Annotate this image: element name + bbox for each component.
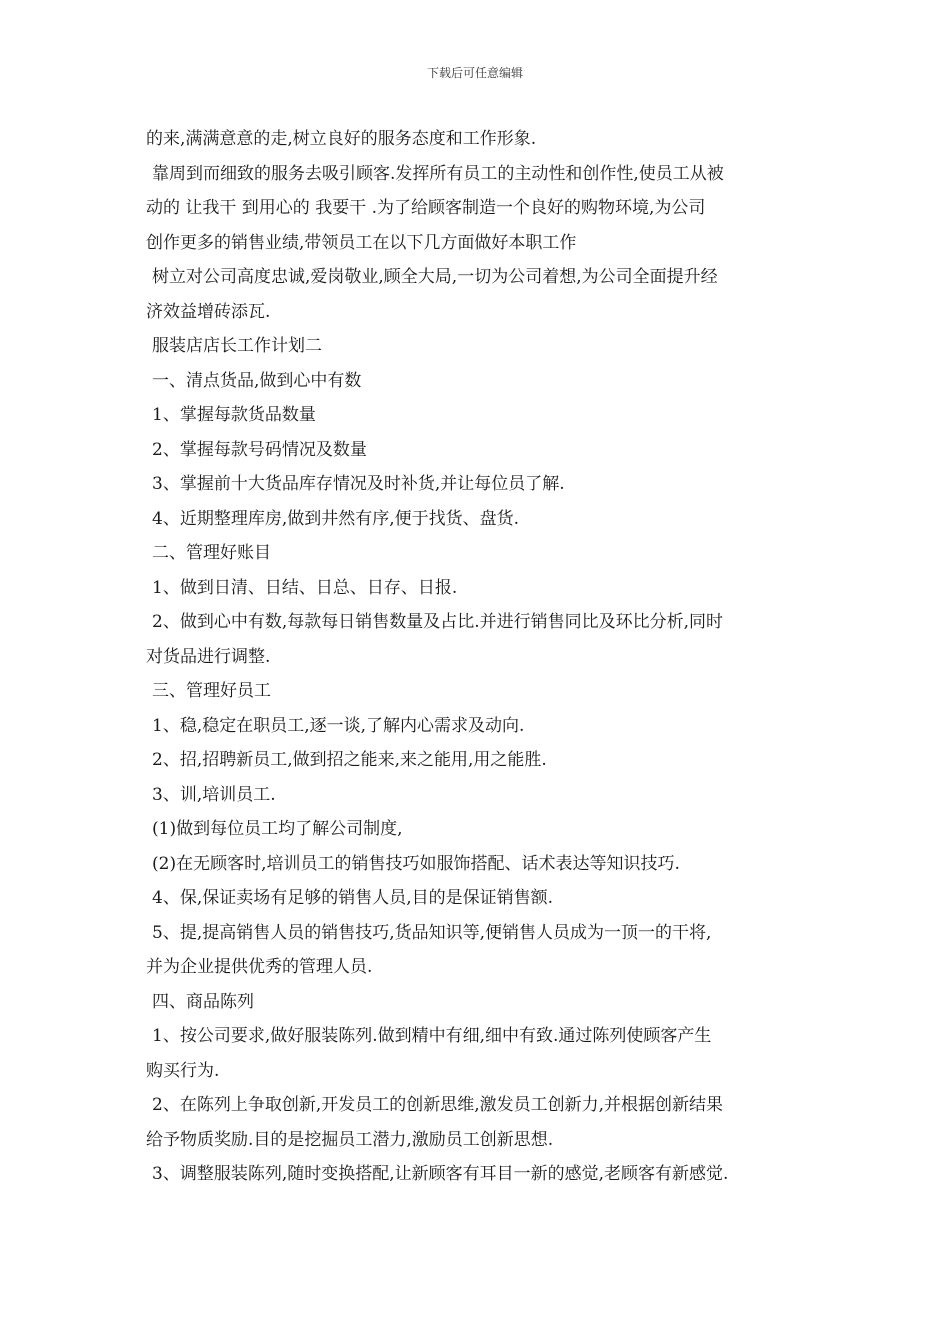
document-body bbox=[146, 122, 810, 1192]
text-line: 济效益增砖添瓦. bbox=[146, 301, 271, 322]
text-line: (2)在无顾客时,培训员工的销售技巧如服饰搭配、话术表达等知识技巧. bbox=[152, 853, 680, 874]
text-line: 的来,满满意意的走,树立良好的服务态度和工作形象. bbox=[146, 129, 537, 149]
text-line: 对货品进行调整. bbox=[146, 646, 271, 667]
text-line: 3、掌握前十大货品库存情况及时补货,并让每位员了解. bbox=[152, 474, 565, 494]
text-line: 4、保,保证卖场有足够的销售人员,目的是保证销售额. bbox=[152, 888, 554, 908]
text-line: 服装店店长工作计划二 bbox=[152, 336, 322, 356]
text-line: 4、近期整理库房,做到井然有序,便于找货、盘货. bbox=[152, 508, 520, 529]
text-line: 并为企业提供优秀的管理人员. bbox=[146, 957, 373, 977]
text-line: 一、清点货品,做到心中有数 bbox=[152, 370, 362, 391]
text-line: 1、按公司要求,做好服装陈列.做到精中有细,细中有致.通过陈列使顾客产生 bbox=[152, 1026, 712, 1046]
text-line: 树立对公司高度忠诚,爱岗敬业,顾全大局,一切为公司着想,为公司全面提升经 bbox=[152, 267, 718, 287]
text-line: 创作更多的销售业绩,带领员工在以下几方面做好本职工作 bbox=[146, 232, 577, 253]
text-line: 2、在陈列上争取创新,开发员工的创新思维,激发员工创新力,并根据创新结果 bbox=[152, 1095, 724, 1115]
text-line: 四、商品陈列 bbox=[152, 991, 254, 1012]
text-line: 购买行为. bbox=[146, 1060, 220, 1081]
text-line: 1、掌握每款货品数量 bbox=[152, 405, 316, 425]
text-line: 2、掌握每款号码情况及数量 bbox=[152, 439, 367, 460]
text-line: (1)做到每位员工均了解公司制度, bbox=[152, 819, 403, 839]
text-line: 1、做到日清、日结、日总、日存、日报. bbox=[152, 577, 458, 598]
text-line: 1、稳,稳定在职员工,逐一谈,了解内心需求及动向. bbox=[152, 715, 525, 736]
text-line: 3、训,培训员工. bbox=[152, 784, 276, 805]
page-header: 下载后可任意编辑 bbox=[426, 66, 523, 80]
text-line: 给予物质奖励.目的是挖掘员工潜力,激励员工创新思想. bbox=[146, 1129, 554, 1150]
text-line: 靠周到而细致的服务去吸引顾客.发挥所有员工的主动性和创作性,使员工从被 bbox=[152, 163, 724, 184]
text-line: 三、管理好员工 bbox=[152, 681, 271, 701]
text-line: 二、管理好账目 bbox=[152, 543, 271, 563]
text-line: 2、招,招聘新员工,做到招之能来,来之能用,用之能胜. bbox=[152, 750, 547, 770]
text-line: 2、做到心中有数,每款每日销售数量及占比.并进行销售同比及环比分析,同时 bbox=[152, 612, 724, 632]
text-line: 5、提,提高销售人员的销售技巧,货品知识等,便销售人员成为一顶一的干将, bbox=[152, 922, 712, 943]
text-line: 动的 让我干 到用心的 我要干 .为了给顾客制造一个良好的购物环境,为公司 bbox=[146, 198, 706, 218]
text-line: 3、调整服装陈列,随时变换搭配,让新顾客有耳目一新的感觉,老顾客有新感觉. bbox=[152, 1164, 729, 1184]
